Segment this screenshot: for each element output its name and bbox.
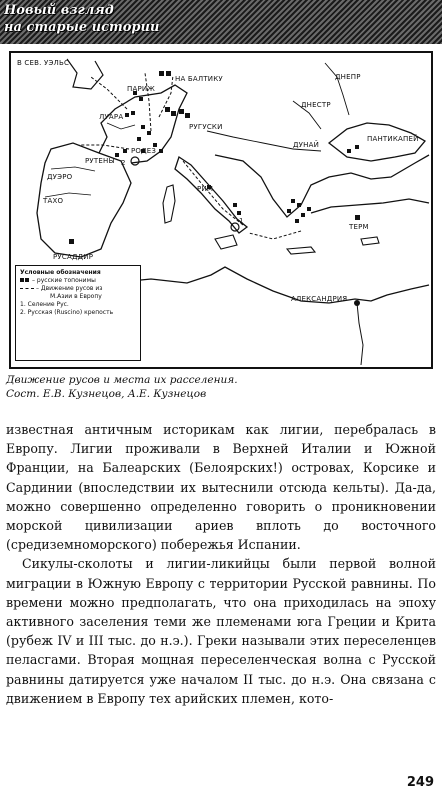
legend-square-icon [25, 278, 29, 282]
legend-item-movement-cont: М.Азии в Европу [50, 293, 102, 300]
island-cyprus [361, 237, 379, 245]
map-label-dnestr: ДНЕСТР [301, 101, 331, 109]
legend-item-toponyms-text: – русские топонимы [32, 277, 96, 284]
map-figure [9, 51, 433, 369]
migration-arrow-sea [249, 231, 301, 239]
river-loire [107, 123, 135, 129]
caption-authors: Сост. Е.В. Кузнецов, А.Е. Кузнецов [6, 388, 207, 400]
figure-caption [6, 373, 436, 401]
header-title-line1: Новый взгляд [4, 3, 114, 18]
coastline-balkans [215, 155, 429, 217]
map-label-alexandria: АЛЕКСАНДРИЯ [291, 295, 348, 303]
body-paragraph-2: Сикулы-сколоты и лигии-ликийцы были первой волной миграции в Южную Европу с территории Русской равнины. По времени можно предполагать, что она приходилась на эпоху активного заселения теми же племенами юга Греции и Крита (рубеж IV и III тыс. до н.э.). Греки называли этих переселенцев пеласгами. Вторая мощная переселенческая волна с Русской равнины датируется уже началом II тыс. до н.э. Она связана с движением в Европу тех арийских племен, кото- [6, 556, 436, 706]
body-text [6, 420, 436, 708]
migration-arrow-north [145, 73, 151, 131]
legend-item-settlement: 1. Селение Рус. [20, 301, 69, 308]
map-label-taho: ТАХО [43, 197, 64, 205]
map-label-rusaddir: РУСАДДИР [53, 253, 94, 261]
fortress-ruscino-marker [131, 157, 139, 165]
caption-title: Движение русов и места их расселения. [6, 374, 238, 386]
island-crete [287, 247, 315, 254]
map-label-number-2: 2 [121, 159, 126, 167]
coastline-italy [175, 157, 247, 233]
map-label-ruteny: РУТЕНЫ [85, 157, 115, 165]
map-label-panticapaeum: ПАНТИКАПЕЙ [367, 135, 419, 143]
legend-item-movement [20, 285, 136, 293]
legend-item-fortress: 2. Русская (Ruscino) крепость [20, 309, 114, 316]
island-sicily [215, 235, 237, 249]
map-label-loire: ЛУАРА [99, 113, 124, 121]
map-label-dnepr: ДНЕПР [335, 73, 361, 81]
page-number: 249 [406, 775, 434, 790]
island-corsica-sardinia [163, 185, 175, 223]
dashed-arrow-icon [20, 288, 34, 289]
map-legend [15, 265, 141, 361]
alexandria-marker [354, 300, 360, 306]
map-label-rodez: РОДЕЗ [131, 147, 157, 155]
page-header-banner [0, 0, 442, 44]
legend-square-icon [20, 278, 24, 282]
body-paragraph-1: известная античным историкам как лигии, перебралась в Европу. Лигии проживали в Верхней Италии и Южной Франции, на Балеарских (Белоярских!) островах, Корсике и Сардинии (впоследствии их вытеснили отсюда кельты). Да-да, можно совершенно определенно говорить о проникновении морской цивилизации ариев вплоть до восточного (средиземноморского) побережья Испании. [6, 422, 436, 553]
header-title [4, 2, 234, 36]
map-label-term: ТЕРМ [349, 223, 369, 231]
nile-river [357, 303, 363, 365]
map-label-to-baltic: НА БАЛТИКУ [175, 75, 223, 83]
coastline-britain [67, 59, 103, 89]
legend-item-toponyms [20, 277, 136, 285]
legend-title: Условные обозначения [20, 269, 101, 276]
settlement-rus-marker [231, 223, 239, 231]
header-title-line2: на старые истории [4, 20, 160, 35]
map-label-rugusk: РУГУСКИ [189, 123, 223, 131]
map-label-rome: РИМ [197, 185, 214, 193]
map-label-duero: ДУЭРО [47, 173, 73, 181]
river-duero [51, 167, 95, 171]
map-label-number-1: 1 [239, 217, 244, 225]
map-label-north-wales: В СЕВ. УЭЛЬС [17, 59, 70, 67]
map-label-danube: ДУНАЙ [293, 141, 320, 149]
legend-item-movement-text: – Движение русов из [36, 285, 103, 292]
map-label-paris: ПАРИЖ [127, 85, 156, 93]
coastline-anatolia [311, 199, 429, 213]
